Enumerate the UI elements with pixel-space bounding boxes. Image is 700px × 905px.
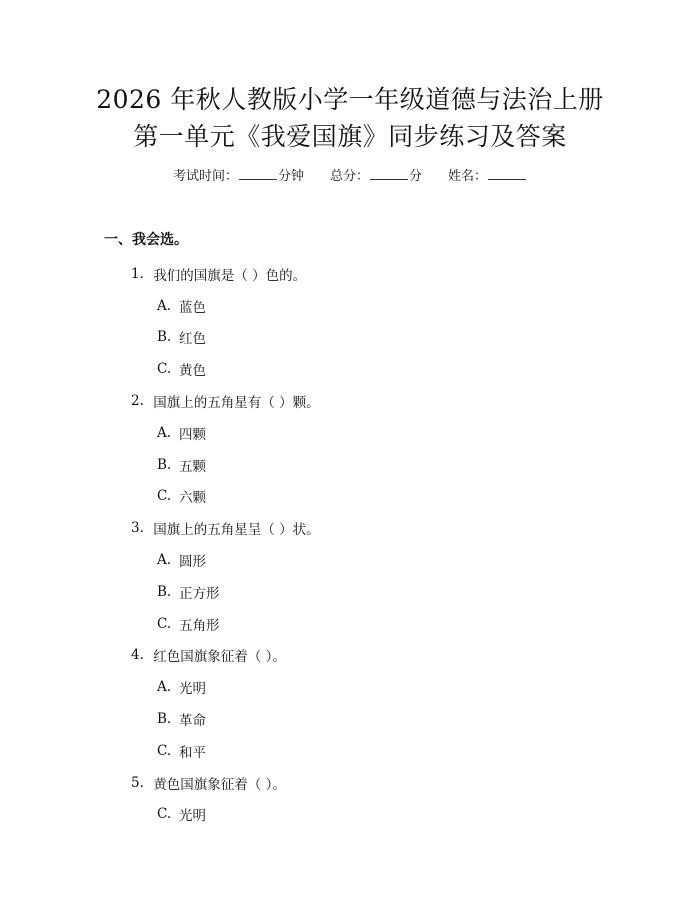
answer-option[interactable] bbox=[0, 735, 700, 767]
answer-option[interactable] bbox=[0, 322, 700, 354]
document-title-line-1: 2026 年秋人教版小学一年级道德与法治上册 bbox=[96, 85, 604, 114]
option-text: 圆形 bbox=[179, 554, 206, 571]
option-letter: B. bbox=[157, 456, 172, 473]
student-name-label: 姓名： bbox=[448, 169, 488, 184]
answer-option[interactable] bbox=[0, 481, 700, 513]
answer-option[interactable] bbox=[0, 544, 700, 576]
answer-option[interactable] bbox=[0, 799, 700, 831]
option-text: 光明 bbox=[179, 681, 206, 698]
document-title-line-2: 第一单元《我爱国旗》同步练习及答案 bbox=[133, 122, 567, 151]
question-text: 黄色国旗象征着（ ）。 bbox=[153, 776, 286, 793]
option-letter: C. bbox=[157, 742, 172, 759]
question-item bbox=[0, 640, 700, 672]
total-score-label: 总分： bbox=[329, 169, 369, 184]
total-score-field bbox=[330, 167, 422, 187]
option-letter: B. bbox=[157, 583, 172, 600]
option-letter: C. bbox=[157, 806, 172, 823]
answer-option[interactable] bbox=[0, 290, 700, 322]
option-letter: A. bbox=[157, 297, 172, 314]
option-letter: A. bbox=[157, 552, 172, 569]
exam-info-bar bbox=[0, 167, 700, 187]
answer-option[interactable] bbox=[0, 353, 700, 385]
question-number: 4. bbox=[131, 647, 144, 664]
option-text: 四颗 bbox=[179, 426, 206, 443]
total-score-blank bbox=[370, 167, 408, 180]
option-text: 光明 bbox=[179, 808, 206, 825]
option-text: 革命 bbox=[179, 713, 206, 730]
question-number: 3. bbox=[131, 520, 144, 537]
option-letter: B. bbox=[157, 329, 172, 346]
question-item bbox=[0, 385, 700, 417]
option-text: 红色 bbox=[179, 331, 206, 348]
question-item bbox=[0, 258, 700, 290]
option-text: 正方形 bbox=[179, 585, 220, 602]
option-text: 和平 bbox=[179, 744, 206, 761]
total-score-unit: 分 bbox=[409, 169, 423, 184]
option-text: 黄色 bbox=[179, 363, 206, 380]
question-item bbox=[0, 767, 700, 799]
student-name-blank bbox=[488, 167, 526, 180]
student-name-field bbox=[448, 167, 527, 187]
question-text: 我们的国旗是（ ）色的。 bbox=[153, 267, 307, 284]
exam-time-field bbox=[173, 167, 304, 187]
question-text: 国旗上的五角星呈（ ）状。 bbox=[153, 522, 320, 539]
option-text: 蓝色 bbox=[179, 299, 206, 316]
answer-option[interactable] bbox=[0, 417, 700, 449]
question-number: 5. bbox=[131, 774, 144, 791]
question-text: 红色国旗象征着（ ）。 bbox=[153, 649, 286, 666]
exam-time-unit: 分钟 bbox=[277, 169, 304, 184]
option-letter: C. bbox=[157, 615, 172, 632]
question-item bbox=[0, 512, 700, 544]
section-heading: 一、我会选。 bbox=[104, 232, 188, 248]
option-text: 五角形 bbox=[179, 617, 220, 634]
exam-time-label: 考试时间： bbox=[172, 169, 238, 184]
option-letter: B. bbox=[157, 711, 172, 728]
option-text: 六颗 bbox=[179, 490, 206, 507]
option-letter: A. bbox=[157, 424, 172, 441]
answer-option[interactable] bbox=[0, 449, 700, 481]
answer-option[interactable] bbox=[0, 703, 700, 735]
option-letter: A. bbox=[157, 679, 172, 696]
answer-option[interactable] bbox=[0, 576, 700, 608]
question-number: 2. bbox=[131, 393, 144, 410]
option-letter: C. bbox=[157, 361, 172, 378]
answer-option[interactable] bbox=[0, 671, 700, 703]
option-text: 五颗 bbox=[179, 458, 206, 475]
option-letter: C. bbox=[157, 488, 172, 505]
question-number: 1. bbox=[131, 265, 144, 282]
question-text: 国旗上的五角星有（ ）颗。 bbox=[153, 395, 320, 412]
exam-time-blank bbox=[239, 167, 277, 180]
answer-option[interactable] bbox=[0, 608, 700, 640]
question-list bbox=[0, 258, 700, 830]
